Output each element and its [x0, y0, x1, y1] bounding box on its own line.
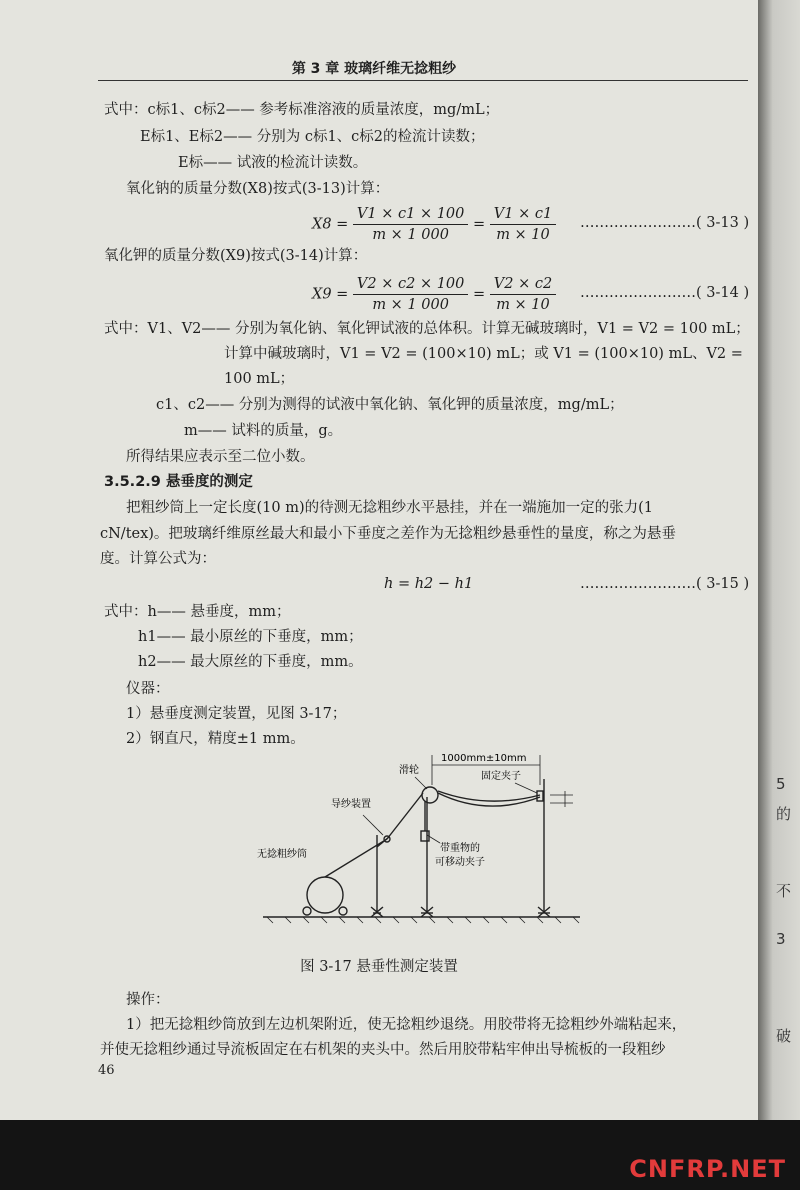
- text-line: m—— 试料的质量，g。: [184, 423, 343, 439]
- eq-equals: =: [473, 216, 486, 233]
- text-line: 度。计算公式为：: [100, 551, 216, 567]
- eq-fraction: [353, 274, 468, 315]
- eq-lhs: X9 =: [312, 286, 349, 303]
- roving-strand: [325, 839, 387, 877]
- label-distance: 1000mm±10mm: [441, 753, 527, 764]
- text-line: 氧化钾的质量分数(X9)按式(3-14)计算：: [104, 248, 368, 264]
- equation-number: ……………………( 3-13 ): [580, 215, 750, 231]
- text-line: 操作：: [126, 992, 170, 1008]
- next-page-edge: [758, 0, 800, 1120]
- bobbin-roller: [303, 907, 311, 915]
- equation-3-14: [312, 274, 556, 315]
- eq-fraction: [490, 204, 556, 245]
- equation-3-13: [312, 204, 556, 245]
- label-weight: 可移动夹子: [435, 857, 485, 868]
- roving-bobbin: [307, 877, 343, 913]
- eq-denominator: m × 1 000: [372, 227, 449, 243]
- text-line: 所得结果应表示至二位小数。: [126, 449, 315, 465]
- edge-char: 不: [776, 882, 792, 900]
- edge-char: 5: [776, 775, 786, 793]
- text-line: c1、c2—— 分别为测得的试液中氧化钠、氧化钾的质量浓度，mg/mL；: [156, 397, 624, 413]
- equation-number: ……………………( 3-15 ): [580, 576, 750, 592]
- eq-numerator: V1 × c1 × 100: [353, 204, 468, 225]
- eq-fraction: [353, 204, 468, 245]
- eq-numerator: V2 × c2: [490, 274, 556, 295]
- edge-char: 破: [776, 1027, 792, 1045]
- bobbin-roller: [339, 907, 347, 915]
- eq-denominator: m × 10: [496, 297, 550, 313]
- text-line: 式中：h—— 悬垂度，mm；: [104, 604, 291, 620]
- equation-number: ……………………( 3-14 ): [580, 285, 750, 301]
- eq-equals: =: [473, 286, 486, 303]
- eq-denominator: m × 1 000: [372, 297, 449, 313]
- text-line: 仪器：: [126, 681, 170, 697]
- label-fixed-clamp: 固定夹子: [481, 771, 521, 782]
- label-bobbin: 无捻粗纱筒: [257, 849, 307, 860]
- text-line: E标—— 试液的检流计读数。: [178, 155, 368, 171]
- chapter-header: 第 3 章 玻璃纤维无捻粗纱: [291, 61, 457, 77]
- text-line: 氧化钠的质量分数(X8)按式(3-13)计算：: [126, 181, 390, 197]
- text-line: 100 mL；: [224, 371, 295, 387]
- figure-caption: 图 3-17 悬垂性测定装置: [300, 959, 458, 975]
- edge-char: 3: [776, 930, 786, 948]
- label-guide: 导纱装置: [331, 799, 371, 810]
- text-line: 式中：c标1、c标2—— 参考标准溶液的质量浓度，mg/mL；: [104, 102, 500, 118]
- header-rule: [98, 80, 748, 81]
- text-line: h2—— 最大原丝的下垂度，mm。: [138, 654, 363, 670]
- text-line: 计算中碱玻璃时，V1 = V2 = (100×10) mL；或 V1 = (100×10) mL、V2 =: [224, 346, 743, 362]
- movable-clamp-with-weight: [421, 831, 429, 841]
- section-heading: 3.5.2.9 悬垂度的测定: [104, 474, 253, 490]
- text-line: 1）把无捻粗纱筒放到左边机架附近，使无捻粗纱退绕。用胶带将无捻粗纱外端粘起来，: [126, 1017, 687, 1033]
- text-line: cN/tex)。把玻璃纤维原丝最大和最小下垂度之差作为无捻粗纱悬垂性的量度，称之为悬垂: [100, 526, 676, 542]
- equation-3-15: h = h2 − h1: [384, 576, 474, 592]
- eq-denominator: m × 10: [496, 227, 550, 243]
- eq-numerator: V2 × c2 × 100: [353, 274, 468, 295]
- text-line: 2）钢直尺，精度±1 mm。: [126, 731, 305, 747]
- label-pulley: 滑轮: [399, 765, 419, 776]
- label-weight: 带重物的: [440, 843, 480, 854]
- roving-strand: [387, 793, 423, 839]
- text-line: 1）悬垂度测定装置，见图 3-17；: [126, 706, 347, 722]
- edge-char: 的: [776, 805, 792, 823]
- text-line: 把粗纱筒上一定长度(10 m)的待测无捻粗纱水平悬挂，并在一端施加一定的张力(1: [126, 500, 654, 516]
- eq-fraction: [490, 274, 556, 315]
- text-line: 并使无捻粗纱通过导流板固定在右机架的夹头中。然后用胶带粘牢伸出导梳板的一段粗纱: [100, 1042, 666, 1058]
- pulley: [422, 787, 438, 803]
- site-watermark: CNFRP.NET: [629, 1155, 786, 1183]
- ground-hatch: [267, 917, 579, 923]
- drape-strand: [438, 793, 540, 806]
- text-line: E标1、E标2—— 分别为 c标1、c标2的检流计读数；: [140, 129, 485, 145]
- text-line: h1—— 最小原丝的下垂度，mm；: [138, 629, 363, 645]
- eq-lhs: X8 =: [312, 216, 349, 233]
- text-line: 式中：V1、V2—— 分别为氧化钠、氧化钾试液的总体积。计算无碱玻璃时，V1 = V2 = 100 mL；: [104, 321, 750, 337]
- page-number: 46: [98, 1063, 115, 1078]
- eq-numerator: V1 × c1: [490, 204, 556, 225]
- drape-test-apparatus-figure: [255, 745, 585, 925]
